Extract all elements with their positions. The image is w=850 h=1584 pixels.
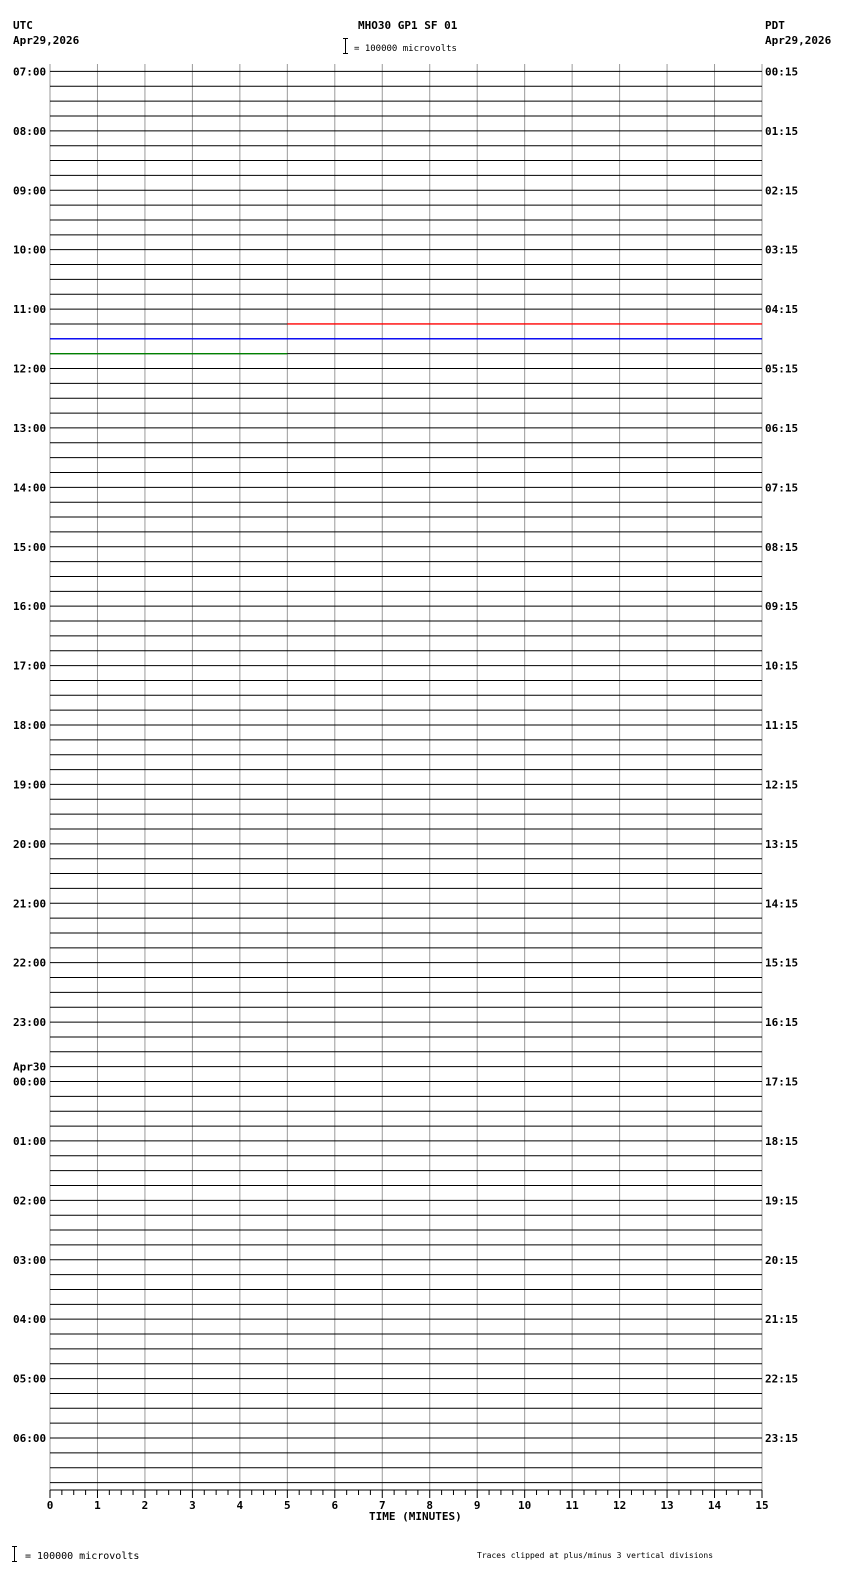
utc-hour-label: 17:00 [13,659,47,673]
x-axis-label: TIME (MINUTES) [369,1510,462,1523]
utc-hour-label: 23:00 [13,1016,47,1030]
utc-hour-label: 06:00 [13,1432,47,1446]
pdt-hour-label: 11:15 [765,719,799,733]
x-tick-label: 10 [518,1499,532,1512]
pdt-hour-label: 08:15 [765,540,799,554]
pdt-hour-label: 22:15 [765,1372,799,1386]
utc-hour-label: 02:00 [13,1194,47,1208]
footer-scale-bar-icon [12,1546,17,1562]
pdt-hour-label: 10:15 [765,659,799,673]
pdt-hour-label: 16:15 [765,1016,799,1030]
pdt-hour-label: 02:15 [765,184,799,198]
x-tick-label: 15 [755,1499,769,1512]
x-tick-label: 3 [189,1499,196,1512]
utc-hour-label: 03:00 [13,1253,47,1267]
x-tick-label: 13 [660,1499,674,1512]
pdt-hour-label: 05:15 [765,362,799,376]
x-tick-label: 9 [473,1499,481,1512]
utc-hour-label: 09:00 [13,184,47,198]
utc-hour-label: 12:00 [13,362,47,376]
utc-hour-label: 14:00 [13,481,47,495]
utc-hour-label: 00:00 [13,1075,47,1089]
pdt-date-label: Apr29,2026 [765,34,832,47]
pdt-hour-label: 14:15 [765,897,799,911]
pdt-timezone-label: PDT [765,19,785,32]
utc-hour-label: 11:00 [13,303,47,317]
x-tick-label: 8 [426,1499,434,1512]
x-tick-label: 7 [378,1499,386,1512]
x-tick-label: 2 [141,1499,149,1512]
pdt-hour-label: 03:15 [765,243,799,257]
pdt-hour-label: 17:15 [765,1075,799,1089]
utc-hour-label: 01:00 [13,1134,47,1148]
utc-hour-label: 10:00 [13,243,47,257]
x-tick-label: 12 [612,1499,627,1512]
x-tick-label: 6 [331,1499,339,1512]
pdt-hour-label: 21:15 [765,1313,799,1327]
x-tick-label: 5 [284,1499,291,1512]
utc-hour-label: 07:00 [13,65,47,79]
utc-date-label: Apr29,2026 [13,34,80,47]
x-tick-label: 0 [46,1499,54,1512]
utc-hour-label: 13:00 [13,421,47,435]
utc-hour-label: 05:00 [13,1372,47,1386]
utc-hour-label: 22:00 [13,956,47,970]
clip-note: Traces clipped at plus/minus 3 vertical divisions [477,1551,714,1560]
pdt-hour-label: 04:15 [765,303,799,317]
pdt-hour-label: 13:15 [765,837,799,851]
pdt-hour-label: 20:15 [765,1253,799,1267]
x-tick-label: 11 [565,1499,579,1512]
utc-hour-label: 20:00 [13,837,47,851]
utc-hour-label: 18:00 [13,719,47,733]
pdt-hour-label: 19:15 [765,1194,799,1208]
utc-hour-label: 19:00 [13,778,47,792]
pdt-hour-label: 12:15 [765,778,799,792]
x-tick-label: 4 [236,1499,244,1512]
pdt-hour-label: 09:15 [765,600,799,614]
utc-hour-label: 08:00 [13,124,47,138]
pdt-hour-label: 23:15 [765,1432,799,1446]
pdt-hour-label: 15:15 [765,956,799,970]
pdt-hour-label: 07:15 [765,481,799,495]
utc-hour-label: 21:00 [13,897,47,911]
header-scale-label: = 100000 microvolts [354,44,457,54]
pdt-hour-label: 18:15 [765,1134,799,1148]
x-tick-label: 14 [707,1499,722,1512]
date-change-label: Apr30 [13,1060,47,1074]
utc-hour-label: 16:00 [13,600,47,614]
pdt-hour-label: 01:15 [765,124,799,138]
utc-hour-label: 15:00 [13,540,47,554]
x-tick-label: 1 [94,1499,101,1512]
chart-title: MHO30 GP1 SF 01 [358,19,458,32]
utc-timezone-label: UTC [13,19,33,32]
pdt-hour-label: 00:15 [765,65,799,79]
pdt-hour-label: 06:15 [765,421,799,435]
utc-hour-label: 04:00 [13,1313,47,1327]
footer-scale-label: = 100000 microvolts [25,1551,140,1562]
